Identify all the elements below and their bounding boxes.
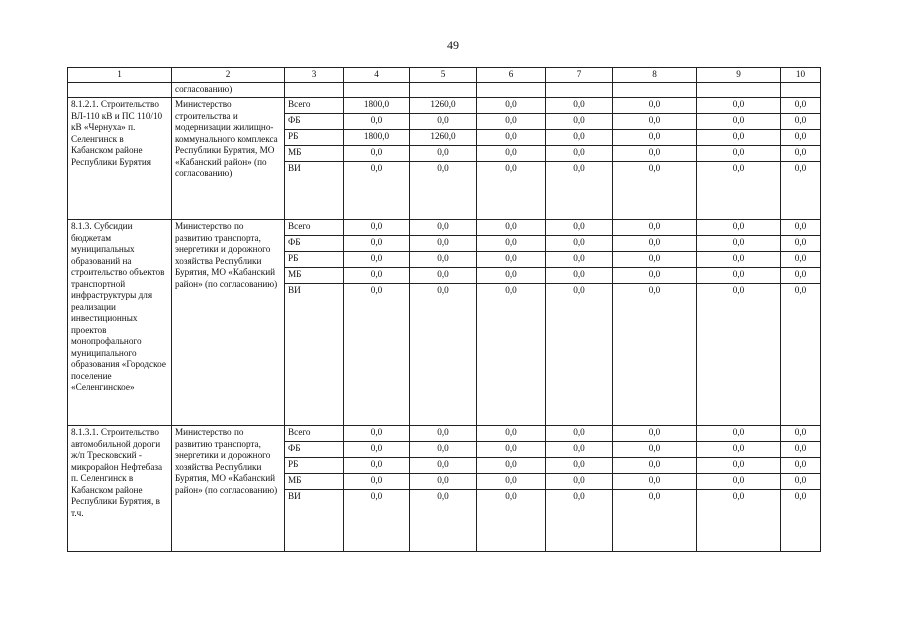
amount-cell: 0,0 bbox=[477, 442, 546, 458]
empty-cell bbox=[697, 83, 781, 98]
table-header-row bbox=[68, 68, 821, 83]
funding-source: Всего bbox=[285, 426, 344, 442]
column-header: 2 bbox=[172, 68, 285, 83]
amount-cell: 0,0 bbox=[613, 114, 697, 130]
amount-cell: 0,0 bbox=[613, 252, 697, 268]
empty-cell bbox=[781, 83, 821, 98]
amount-cell: 0,0 bbox=[477, 284, 546, 426]
empty-cell bbox=[410, 83, 477, 98]
executor-name: Министерство строительства и модернизации жилищно-коммунального комплекса Республики Бурятия, МО «Кабанский район» (по согласованию) bbox=[172, 98, 285, 220]
amount-cell: 0,0 bbox=[477, 474, 546, 490]
funding-source: ФБ bbox=[285, 442, 344, 458]
amount-cell: 0,0 bbox=[697, 98, 781, 114]
amount-cell: 0,0 bbox=[477, 252, 546, 268]
amount-cell: 0,0 bbox=[477, 458, 546, 474]
amount-cell: 0,0 bbox=[344, 458, 410, 474]
amount-cell: 0,0 bbox=[344, 220, 410, 236]
amount-cell: 0,0 bbox=[613, 268, 697, 284]
amount-cell: 0,0 bbox=[781, 458, 821, 474]
amount-cell: 0,0 bbox=[344, 426, 410, 442]
amount-cell: 0,0 bbox=[546, 98, 613, 114]
amount-cell: 0,0 bbox=[546, 114, 613, 130]
amount-cell: 0,0 bbox=[546, 162, 613, 220]
amount-cell: 0,0 bbox=[697, 268, 781, 284]
funding-source: МБ bbox=[285, 474, 344, 490]
amount-cell: 0,0 bbox=[410, 268, 477, 284]
activity-name: 8.1.3.1. Строительство автомобильной дороги ж/п Тресковский - микрорайон Нефтебаза п. Селенгинск в Кабанском районе Республики Бурятия, в т.ч. bbox=[68, 426, 172, 552]
amount-cell: 0,0 bbox=[546, 252, 613, 268]
amount-cell: 0,0 bbox=[781, 220, 821, 236]
amount-cell: 0,0 bbox=[613, 442, 697, 458]
amount-cell: 0,0 bbox=[781, 474, 821, 490]
funding-source: МБ bbox=[285, 268, 344, 284]
column-header: 5 bbox=[410, 68, 477, 83]
amount-cell: 0,0 bbox=[546, 268, 613, 284]
amount-cell: 0,0 bbox=[697, 426, 781, 442]
funding-source: РБ bbox=[285, 130, 344, 146]
funding-source: Всего bbox=[285, 98, 344, 114]
table-row bbox=[68, 98, 821, 114]
amount-cell: 0,0 bbox=[781, 284, 821, 426]
amount-cell: 0,0 bbox=[410, 162, 477, 220]
amount-cell: 0,0 bbox=[546, 426, 613, 442]
amount-cell: 0,0 bbox=[613, 426, 697, 442]
funding-source: ФБ bbox=[285, 114, 344, 130]
amount-cell: 0,0 bbox=[697, 130, 781, 146]
amount-cell: 0,0 bbox=[546, 474, 613, 490]
amount-cell: 0,0 bbox=[781, 426, 821, 442]
amount-cell: 0,0 bbox=[697, 474, 781, 490]
amount-cell: 0,0 bbox=[344, 114, 410, 130]
amount-cell: 0,0 bbox=[697, 146, 781, 162]
empty-cell bbox=[613, 83, 697, 98]
table-row bbox=[68, 220, 821, 236]
empty-cell bbox=[285, 83, 344, 98]
table-body bbox=[68, 98, 821, 552]
funding-source: ВИ bbox=[285, 162, 344, 220]
column-header: 3 bbox=[285, 68, 344, 83]
amount-cell: 0,0 bbox=[697, 490, 781, 552]
amount-cell: 0,0 bbox=[410, 220, 477, 236]
funding-source: РБ bbox=[285, 458, 344, 474]
amount-cell: 0,0 bbox=[697, 236, 781, 252]
amount-cell: 0,0 bbox=[781, 268, 821, 284]
column-header: 8 bbox=[613, 68, 697, 83]
amount-cell: 0,0 bbox=[697, 114, 781, 130]
funding-source: РБ bbox=[285, 252, 344, 268]
amount-cell: 0,0 bbox=[410, 252, 477, 268]
budget-table bbox=[67, 67, 821, 552]
amount-cell: 0,0 bbox=[697, 252, 781, 268]
funding-source: ВИ bbox=[285, 490, 344, 552]
table-row bbox=[68, 426, 821, 442]
amount-cell: 0,0 bbox=[546, 146, 613, 162]
amount-cell: 0,0 bbox=[781, 236, 821, 252]
empty-cell bbox=[68, 83, 172, 98]
continuation-row bbox=[68, 83, 821, 98]
page-number: 49 bbox=[447, 38, 459, 52]
amount-cell: 0,0 bbox=[613, 220, 697, 236]
amount-cell: 0,0 bbox=[781, 114, 821, 130]
amount-cell: 0,0 bbox=[410, 458, 477, 474]
amount-cell: 0,0 bbox=[410, 442, 477, 458]
amount-cell: 0,0 bbox=[613, 458, 697, 474]
amount-cell: 0,0 bbox=[613, 474, 697, 490]
amount-cell: 0,0 bbox=[781, 98, 821, 114]
amount-cell: 0,0 bbox=[697, 442, 781, 458]
activity-name: 8.1.2.1. Строительство ВЛ-110 кВ и ПС 110/10 кВ «Чернуха» п. Селенгинск в Кабанском районе Республики Бурятия bbox=[68, 98, 172, 220]
amount-cell: 0,0 bbox=[344, 284, 410, 426]
amount-cell: 0,0 bbox=[546, 490, 613, 552]
amount-cell: 0,0 bbox=[344, 268, 410, 284]
amount-cell: 0,0 bbox=[546, 220, 613, 236]
column-header: 1 bbox=[68, 68, 172, 83]
empty-cell bbox=[344, 83, 410, 98]
amount-cell: 0,0 bbox=[344, 490, 410, 552]
amount-cell: 0,0 bbox=[697, 162, 781, 220]
amount-cell: 0,0 bbox=[477, 162, 546, 220]
funding-source: ВИ bbox=[285, 284, 344, 426]
amount-cell: 0,0 bbox=[344, 442, 410, 458]
amount-cell: 0,0 bbox=[613, 162, 697, 220]
amount-cell: 0,0 bbox=[781, 252, 821, 268]
column-header: 9 bbox=[697, 68, 781, 83]
amount-cell: 0,0 bbox=[781, 490, 821, 552]
amount-cell: 0,0 bbox=[477, 114, 546, 130]
amount-cell: 0,0 bbox=[546, 458, 613, 474]
amount-cell: 0,0 bbox=[410, 114, 477, 130]
amount-cell: 0,0 bbox=[697, 458, 781, 474]
amount-cell: 1800,0 bbox=[344, 98, 410, 114]
funding-source: Всего bbox=[285, 220, 344, 236]
amount-cell: 1260,0 bbox=[410, 130, 477, 146]
continuation-text: согласованию) bbox=[172, 83, 285, 98]
amount-cell: 0,0 bbox=[344, 236, 410, 252]
amount-cell: 0,0 bbox=[477, 236, 546, 252]
amount-cell: 0,0 bbox=[781, 442, 821, 458]
amount-cell: 0,0 bbox=[344, 474, 410, 490]
amount-cell: 0,0 bbox=[477, 220, 546, 236]
amount-cell: 0,0 bbox=[410, 146, 477, 162]
amount-cell: 0,0 bbox=[410, 284, 477, 426]
amount-cell: 0,0 bbox=[781, 162, 821, 220]
column-header: 10 bbox=[781, 68, 821, 83]
amount-cell: 0,0 bbox=[613, 236, 697, 252]
amount-cell: 0,0 bbox=[477, 490, 546, 552]
amount-cell: 0,0 bbox=[410, 490, 477, 552]
amount-cell: 0,0 bbox=[477, 426, 546, 442]
amount-cell: 0,0 bbox=[546, 236, 613, 252]
amount-cell: 0,0 bbox=[477, 98, 546, 114]
amount-cell: 0,0 bbox=[697, 284, 781, 426]
amount-cell: 0,0 bbox=[781, 130, 821, 146]
amount-cell: 0,0 bbox=[477, 268, 546, 284]
amount-cell: 0,0 bbox=[410, 426, 477, 442]
amount-cell: 0,0 bbox=[781, 146, 821, 162]
amount-cell: 0,0 bbox=[613, 130, 697, 146]
column-header: 6 bbox=[477, 68, 546, 83]
amount-cell: 0,0 bbox=[410, 236, 477, 252]
amount-cell: 0,0 bbox=[410, 474, 477, 490]
amount-cell: 0,0 bbox=[546, 284, 613, 426]
amount-cell: 0,0 bbox=[344, 252, 410, 268]
amount-cell: 0,0 bbox=[477, 130, 546, 146]
amount-cell: 0,0 bbox=[697, 220, 781, 236]
funding-source: ФБ bbox=[285, 236, 344, 252]
column-header: 7 bbox=[546, 68, 613, 83]
amount-cell: 0,0 bbox=[546, 130, 613, 146]
empty-cell bbox=[546, 83, 613, 98]
amount-cell: 0,0 bbox=[546, 442, 613, 458]
amount-cell: 0,0 bbox=[613, 284, 697, 426]
activity-name: 8.1.3. Субсидии бюджетам муниципальных образований на строительство объектов транспортной инфраструктуры для реализации инвестиционных проектов монопрофального муниципального образования «Городское поселение «Селенгинское» bbox=[68, 220, 172, 426]
amount-cell: 0,0 bbox=[344, 146, 410, 162]
executor-name: Министерство по развитию транспорта, энергетики и дорожного хозяйства Республики Бурятия, МО «Кабанский район» (по согласованию) bbox=[172, 220, 285, 426]
column-header: 4 bbox=[344, 68, 410, 83]
amount-cell: 0,0 bbox=[477, 146, 546, 162]
executor-name: Министерство по развитию транспорта, энергетики и дорожного хозяйства Республики Бурятия, МО «Кабанский район» (по согласованию) bbox=[172, 426, 285, 552]
amount-cell: 1260,0 bbox=[410, 98, 477, 114]
amount-cell: 0,0 bbox=[613, 490, 697, 552]
empty-cell bbox=[477, 83, 546, 98]
amount-cell: 0,0 bbox=[344, 162, 410, 220]
amount-cell: 0,0 bbox=[613, 98, 697, 114]
amount-cell: 1800,0 bbox=[344, 130, 410, 146]
funding-source: МБ bbox=[285, 146, 344, 162]
amount-cell: 0,0 bbox=[613, 146, 697, 162]
